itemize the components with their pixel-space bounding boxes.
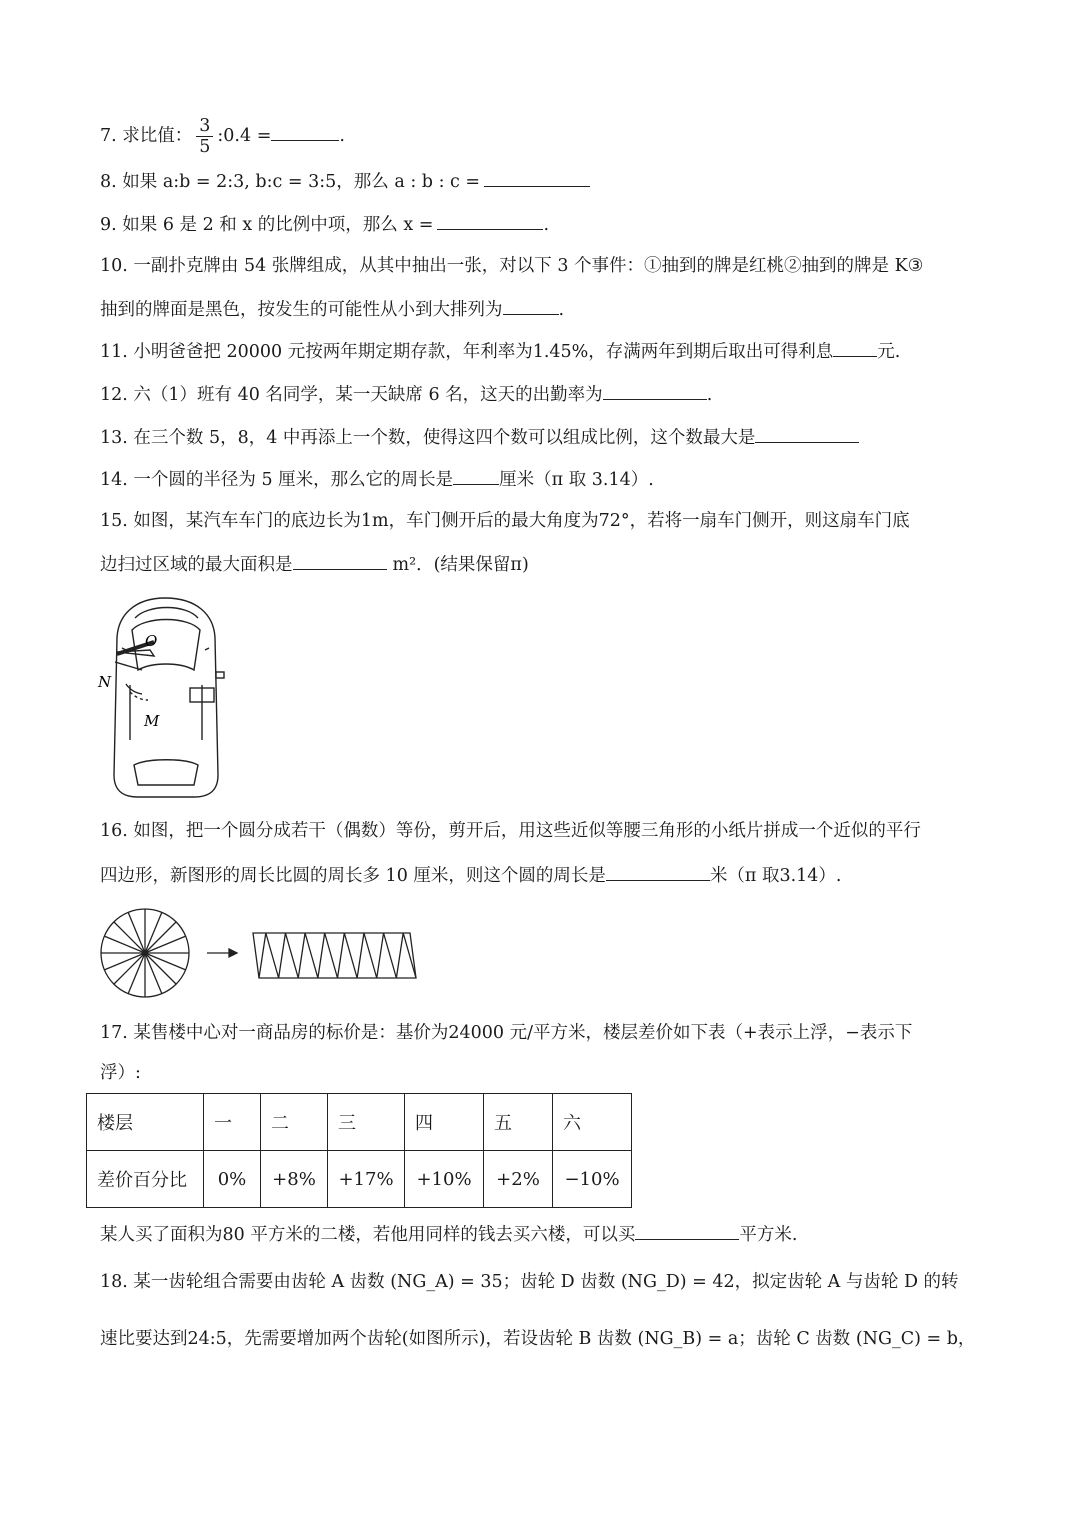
answer-blank[interactable] [606, 862, 710, 881]
question-9 [100, 211, 549, 237]
table-cell: 二 [261, 1094, 328, 1151]
answer-blank[interactable] [503, 296, 559, 315]
q9-end: . [543, 215, 550, 235]
question-12 [100, 381, 712, 407]
question-15-line-1: 15. 如图，某汽车车门的底边长为1m，车门侧开后的最大角度为72°，若将一扇车门侧开，则这扇车门底 [100, 511, 910, 531]
q7-denominator: 5 [199, 137, 211, 157]
label-n: N [98, 673, 112, 691]
question-7 [100, 116, 345, 157]
answer-blank[interactable] [437, 211, 543, 230]
question-17-line-2: 浮）: [100, 1063, 141, 1083]
label-o: O [145, 632, 158, 650]
q16-line2-text: 四边形，新图形的周长比圆的周长多 10 厘米，则这个圆的周长是 [100, 866, 606, 886]
q12-end: . [706, 385, 713, 405]
q7-end: . [339, 126, 345, 146]
question-14 [100, 466, 654, 492]
q14-text: 14. 一个圆的半径为 5 厘米，那么它的周长是 [100, 470, 454, 490]
table-cell: 0% [204, 1151, 261, 1208]
answer-blank[interactable] [755, 424, 859, 443]
answer-blank[interactable] [271, 122, 339, 141]
q10-line2-text: 抽到的牌面是黑色，按发生的可能性从小到大排列为 [100, 300, 503, 320]
q16-end: 米（π 取3.14）. [709, 866, 842, 886]
answer-blank[interactable] [293, 551, 387, 570]
q11-end: 元. [877, 342, 901, 362]
q15-end: m²．(结果保留π) [392, 555, 529, 575]
q12-text: 12. 六（1）班有 40 名同学，某一天缺席 6 名，这天的出勤率为 [100, 385, 603, 405]
question-10-line-2 [100, 296, 564, 322]
q11-text: 11. 小明爸爸把 20000 元按两年期定期存款，年利率为1.45%，存满两年到期后取出可得利息 [100, 342, 834, 362]
answer-blank[interactable] [833, 338, 877, 357]
table-cell: 六 [553, 1094, 632, 1151]
answer-blank[interactable] [484, 168, 590, 187]
table-cell: 楼层 [87, 1094, 204, 1151]
q17-after-text: 某人买了面积为80 平方米的二楼，若他用同样的钱去买六楼，可以买 [100, 1225, 636, 1245]
q17-after-end: 平方米. [739, 1225, 798, 1245]
q13-text: 13. 在三个数 5，8，4 中再添上一个数，使得这四个数可以组成比例，这个数最大是 [100, 428, 756, 448]
q7-numerator: 3 [196, 116, 213, 137]
parallelogram [253, 933, 416, 978]
label-m: M [144, 712, 160, 730]
question-16-line-2 [100, 862, 842, 888]
question-17-after [100, 1221, 797, 1247]
sector-line [145, 953, 176, 984]
sector-line [145, 922, 176, 953]
answer-blank[interactable] [635, 1221, 739, 1240]
q10-end: . [558, 300, 565, 320]
table-cell: −10% [553, 1151, 632, 1208]
sector-line [114, 953, 145, 984]
triangle-zigzag [259, 933, 416, 978]
car-door-figure [90, 590, 260, 805]
question-13 [100, 424, 859, 450]
q7-prefix: 7. 求比值： [100, 126, 193, 146]
answer-blank[interactable] [603, 381, 707, 400]
question-18-line-1: 18. 某一齿轮组合需要由齿轮 A 齿数 (NG_A) = 35；齿轮 D 齿数 (NG_D) = 42，拟定齿轮 A 与齿轮 D 的转 [100, 1272, 959, 1292]
table-cell: 差价百分比 [87, 1151, 204, 1208]
table-cell: +17% [328, 1151, 405, 1208]
table-row [87, 1151, 632, 1208]
question-15-line-2 [100, 551, 529, 577]
answer-blank[interactable] [453, 466, 499, 485]
question-10-line-1: 10. 一副扑克牌由 54 张牌组成，从其中抽出一张，对以下 3 个事件：①抽到的牌是红桃②抽到的牌是 K③ [100, 256, 924, 276]
table-cell: +8% [261, 1151, 328, 1208]
q9-text: 9. 如果 6 是 2 和 x 的比例中项，那么 x = [100, 215, 434, 235]
table-row [87, 1094, 632, 1151]
question-17-line-1: 17. 某售楼中心对一商品房的标价是：基价为24000 元/平方米，楼层差价如下表（+表示上浮，−表示下 [100, 1023, 913, 1043]
table-cell: 三 [328, 1094, 405, 1151]
question-8 [100, 168, 590, 194]
table-cell: 五 [484, 1094, 553, 1151]
q7-fraction [196, 116, 213, 157]
q7-suffix: :0.4 = [217, 126, 272, 146]
q14-end: 厘米（π 取 3.14）. [499, 470, 654, 490]
table-cell: +10% [405, 1151, 484, 1208]
question-18-line-2: 速比要达到24:5，先需要增加两个齿轮(如图所示)，若设齿轮 B 齿数 (NG_B) = a；齿轮 C 齿数 (NG_C) = b， [100, 1329, 976, 1349]
table-cell: 四 [405, 1094, 484, 1151]
q8-text: 8. 如果 a:b = 2:3, b:c = 3:5，那么 a : b : c = [100, 172, 481, 192]
circle-to-parallelogram-figure [95, 908, 425, 1000]
question-16-line-1: 16. 如图，把一个圆分成若干（偶数）等份，剪开后，用这些近似等腰三角形的小纸片拼成一个近似的平行 [100, 821, 921, 841]
table-cell: +2% [484, 1151, 553, 1208]
table-cell: 一 [204, 1094, 261, 1151]
q15-line2-text: 边扫过区域的最大面积是 [100, 555, 293, 575]
floor-price-table [86, 1093, 632, 1208]
sector-line [114, 922, 145, 953]
question-11 [100, 338, 900, 364]
